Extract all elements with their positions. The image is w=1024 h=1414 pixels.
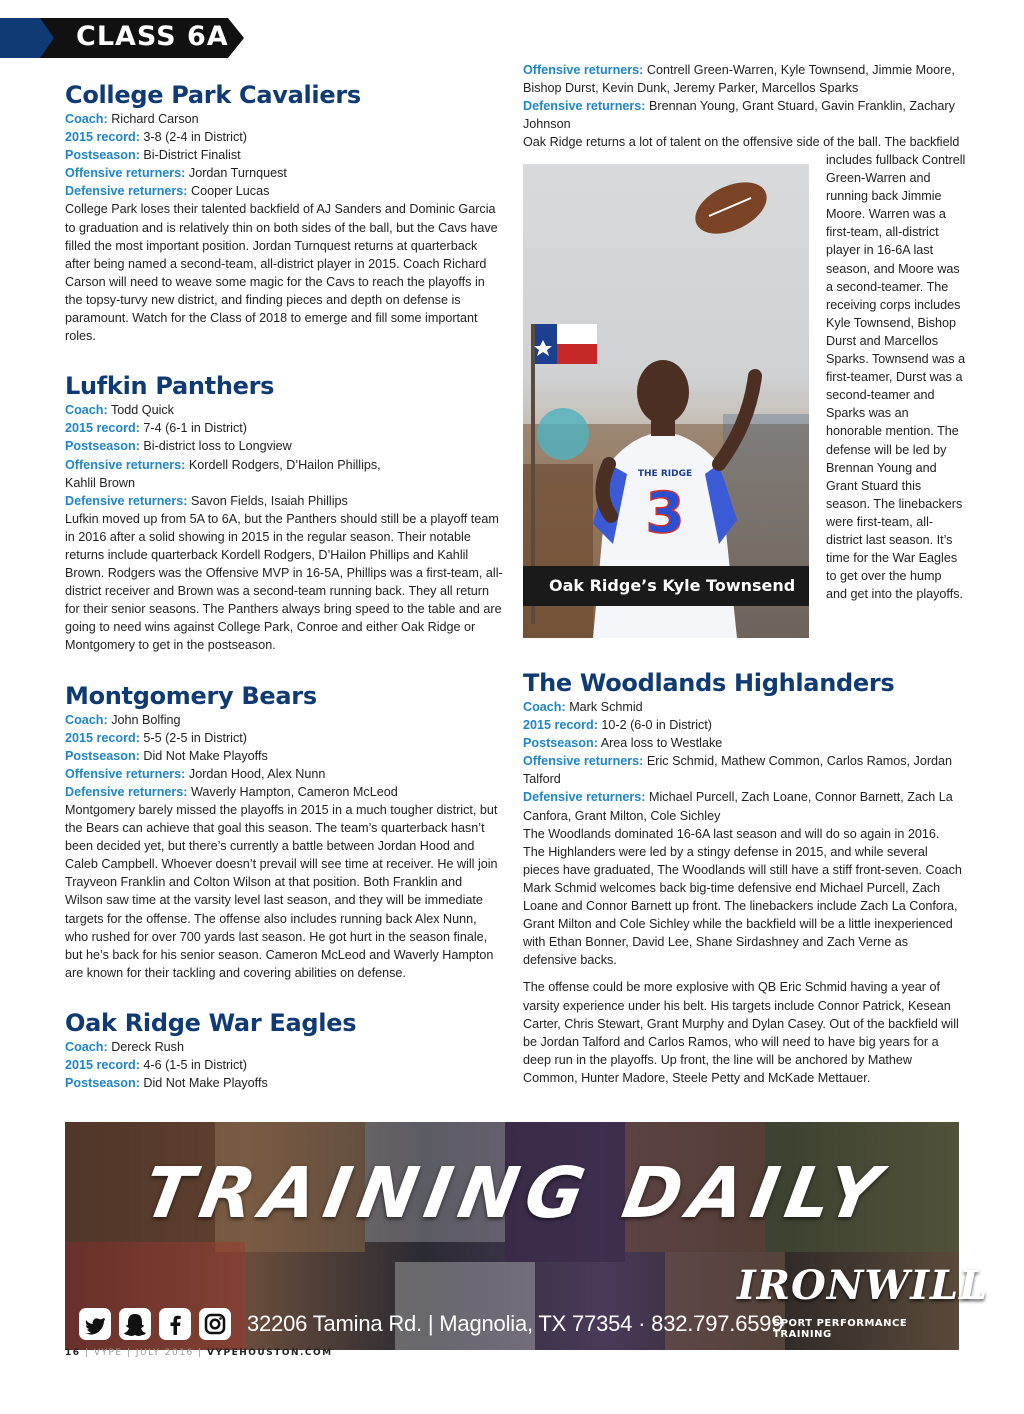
coach-line: Coach: Mark Schmid bbox=[523, 700, 643, 714]
photo-caption: Oak Ridge’s Kyle Townsend bbox=[523, 566, 809, 606]
oak-ridge-continued bbox=[523, 61, 963, 151]
defensive-line: Defensive returners: Savon Fields, Isaiah Phillips bbox=[65, 493, 348, 508]
postseason-line: Postseason: Bi-District Finalist bbox=[65, 148, 241, 163]
jersey-number: 3 bbox=[645, 481, 685, 546]
team-title: Lufkin Panthers bbox=[65, 372, 275, 401]
postseason-line: Postseason: Bi-district loss to Longview bbox=[65, 439, 292, 454]
coach-line: Coach: John Bolfing bbox=[65, 712, 181, 727]
team-body-lead: Oak Ridge returns a lot of talent on the offensive side of the ball. The backfield bbox=[523, 135, 960, 150]
record-line: 2015 record: 4-6 (1-5 in District) bbox=[65, 1058, 247, 1073]
defensive-line: Defensive returners: Cooper Lucas bbox=[65, 184, 270, 199]
offensive-line: Offensive returners: Eric Schmid, Mathew Common, Carlos Ramos, Jordan Talford bbox=[523, 754, 953, 787]
left-column bbox=[65, 80, 503, 1118]
magazine-name: VYPE bbox=[93, 1348, 123, 1358]
defensive-line: Defensive returners: Waverly Hampton, Cameron McLeod bbox=[65, 784, 398, 799]
oak-ridge-body-wrap: includes fullback Contrell Green-Warren and running back Jimmie Moore. Warren was a first-team, all-district player in 16-6A last season, and Moore was a second-teamer. The receiving corps includes Kyle Townsend, Bishop Durst and Marcellos Sparks. Townsend was a first-teamer, Durst was a second-teamer and Sparks was an honorable mention. The defense will be led by Brennan Young and Grant Stuard this season. The linebackers were first-team, all-district last season. It’s time for the War Eagles to get over the hump and get into the playoffs. bbox=[826, 153, 966, 602]
team-body: Montgomery barely missed the playoffs in 2015 in a much tougher district, but the Bears can achieve that goal this season. The team’s quarterback hasn’t been decided yet, but there’s currently a battle between Jordan Hood and Caleb Campbell. Whoever doesn’t prevail will see time at receiver. He will join Trayveon Franklin and Colton Wilson at that position. Both Franklin and Wilson saw time at the varsity level last season, and they will be immediate targets for the offense. The offense also includes running back Alex Nunn, who rushed for over 700 yards last season. He got hurt in the season finale, but he’s back for his senior season. Cameron McLeod and Waverly Hampton are known for their tackling and covering abilities on defense. bbox=[65, 803, 498, 980]
team-title: The Woodlands Highlanders bbox=[523, 669, 895, 697]
team-title: College Park Cavaliers bbox=[65, 81, 361, 109]
postseason-line: Postseason: Did Not Make Playoffs bbox=[65, 748, 268, 763]
page-number: 16 bbox=[65, 1348, 81, 1358]
instagram-icon[interactable] bbox=[199, 1308, 231, 1340]
team-body: College Park loses their talented backfield of AJ Sanders and Dominic Garcia to graduation and is relatively thin on both sides of the ball, but the Cavs have filled the most important position. Jordan Turnquest returns at quarterback after being named a second-team, all-district player in 2015. Coach Richard Carson will need to weave some magic for the Cavs to reach the playoffs in the topsy-turvy new district, and finding pieces and depth on defense is paramount. Watch for the Class of 2018 to emerge and fill some important roles. bbox=[65, 202, 498, 344]
snapchat-icon[interactable] bbox=[119, 1308, 151, 1340]
offensive-line: Offensive returners: Jordan Turnquest bbox=[65, 166, 287, 181]
issue-date: JULY 2016 bbox=[135, 1348, 194, 1358]
defensive-line: Defensive returners: Michael Purcell, Zach Loane, Connor Barnett, Zach La Canfora, Grant Milton, Cole Sichley bbox=[523, 790, 953, 823]
jersey-text: THE RIDGE bbox=[637, 469, 693, 479]
ironwill-tagline: SPORT PERFORMANCE TRAINING bbox=[773, 1318, 908, 1340]
team-section-montgomery bbox=[65, 681, 503, 982]
class-banner bbox=[0, 18, 246, 58]
record-line: 2015 record: 3-8 (2-4 in District) bbox=[65, 130, 247, 145]
ad-headline: TRAINING DAILY bbox=[137, 1152, 894, 1234]
team-body: Lufkin moved up from 5A to 6A, but the Panthers should still be a playoff team in 2016 after a solid showing in 2015 in the regular season. Their notable returns include quarterback Kordell Rodgers, D’Hailon Phillips and Kahlil Brown. Rodgers was the Offensive MVP in 16-5A, Phillips was a first-team, all-district receiver and Brown was a second-team running back. They all return for their senior seasons. The Panthers always bring speed to the table and are going to need wins against College Park, Conroe and either Oak Ridge or Montgomery to get in the postseason. bbox=[65, 511, 503, 653]
postseason-line: Postseason: Did Not Make Playoffs bbox=[65, 1076, 268, 1091]
training-ad[interactable] bbox=[65, 1122, 989, 1350]
team-section-the-woodlands bbox=[523, 668, 963, 1087]
ad-address: 32206 Tamina Rd. | Magnolia, TX 77354 · 832.797.6599 bbox=[247, 1311, 784, 1336]
offensive-line: Offensive returners: Kordell Rodgers, D’Hailon Phillips, Kahlil Brown bbox=[65, 457, 381, 490]
website-link[interactable]: VYPEHOUSTON.COM bbox=[206, 1348, 333, 1358]
coach-line: Coach: Dereck Rush bbox=[65, 1039, 184, 1054]
team-section-college-park bbox=[65, 80, 503, 345]
team-title: Montgomery Bears bbox=[65, 681, 317, 710]
coach-line: Coach: Todd Quick bbox=[65, 403, 174, 418]
class-label: CLASS 6A bbox=[76, 21, 229, 52]
team-body-2: The offense could be more explosive with QB Eric Schmid having a year of varsity experience under his belt. His targets include Connor Patrick, Kesean Carter, Chris Stewart, Grant Murphy and Dylan Casey. Out of the backfield will be Jordan Talford and Carlos Ramos, who will need to have big years for a deep run in the playoffs. Up front, the line will be anchored by Mathew Common, Hunter Madore, Steele Petty and McKade Mettauer. bbox=[523, 980, 959, 1085]
record-line: 2015 record: 10-2 (6-0 in District) bbox=[523, 718, 712, 733]
offensive-line: Offensive returners: Contrell Green-Warren, Kyle Townsend, Jimmie Moore, Bishop Durst, Kevin Dunk, Jeremy Parker, Marcellos Sparks bbox=[523, 63, 955, 96]
team-body: The Woodlands dominated 16-6A last season and will do so again in 2016. The Highlanders were led by a stingy defense in 2015, and while several pieces have graduated, The Woodlands will still have a stiff front-seven. Coach Mark Schmid welcomes back big-time defensive end Michael Purcell, Zach Loane and Connor Barnett up front. The linebackers include Zach La Confora, Grant Milton and Cole Sichley while the backfield will be a little inexperienced with Ethan Bonner, David Lee, Shane Sirdashney and Zach Verne as defensive backs. bbox=[523, 826, 962, 968]
team-title: Oak Ridge War Eagles bbox=[65, 1008, 357, 1037]
defensive-line: Defensive returners: Brennan Young, Grant Stuard, Gavin Franklin, Zachary Johnson bbox=[523, 99, 955, 132]
record-line: 2015 record: 7-4 (6-1 in District) bbox=[65, 421, 247, 436]
team-section-oak-ridge bbox=[65, 1008, 503, 1092]
postseason-line: Postseason: Area loss to Westlake bbox=[523, 736, 723, 751]
twitter-icon[interactable] bbox=[79, 1308, 111, 1340]
ironwill-logo: IRONWILL bbox=[737, 1262, 989, 1309]
team-section-lufkin bbox=[65, 371, 503, 654]
record-line: 2015 record: 5-5 (2-5 in District) bbox=[65, 730, 247, 745]
page-footer: 16 | VYPE | JULY 2016 | VYPEHOUSTON.COM bbox=[65, 1348, 333, 1358]
coach-line: Coach: Richard Carson bbox=[65, 112, 199, 126]
offensive-line: Offensive returners: Jordan Hood, Alex Nunn bbox=[65, 766, 326, 781]
facebook-icon[interactable] bbox=[159, 1308, 191, 1340]
